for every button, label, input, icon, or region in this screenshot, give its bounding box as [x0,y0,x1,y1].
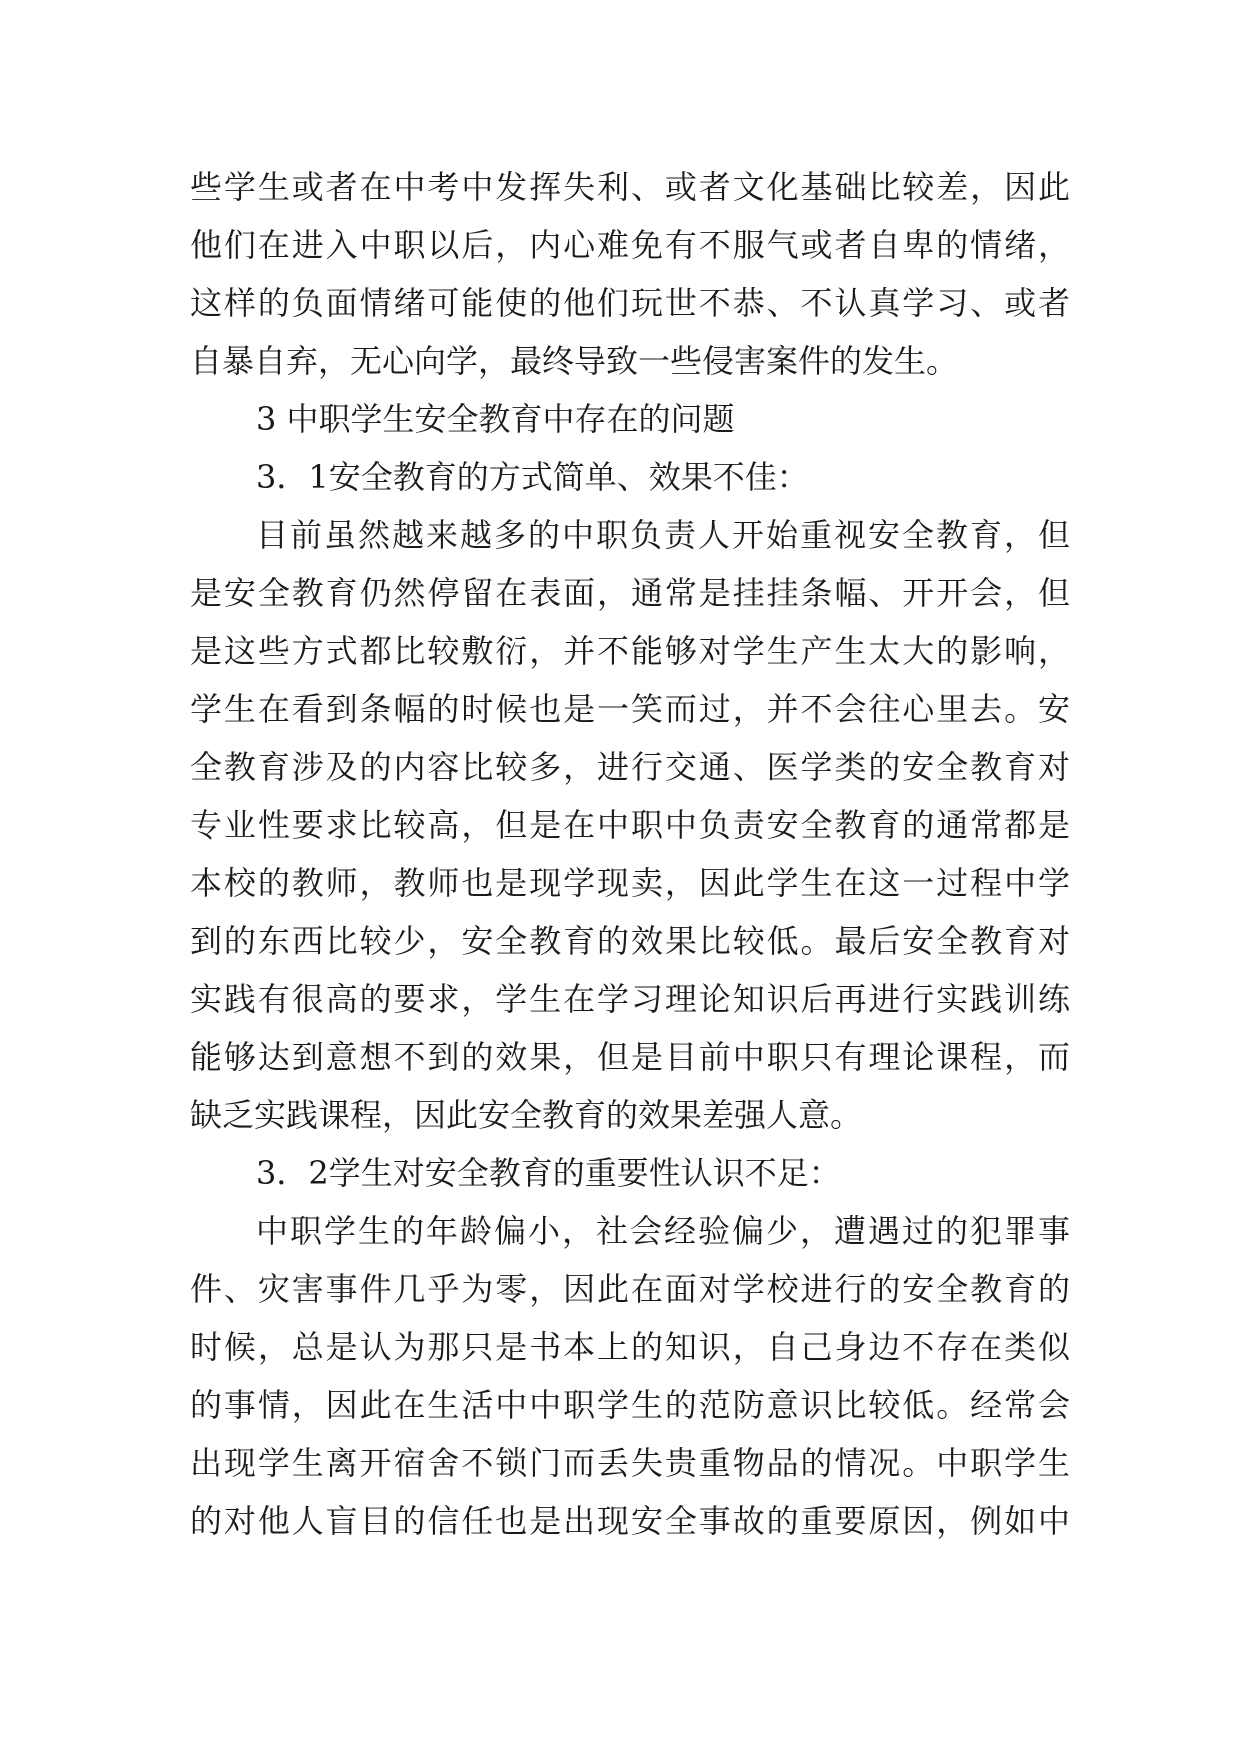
subsection-heading: 3．2学生对安全教育的重要性认识不足： [256,1154,841,1192]
document-body [190,158,1070,1550]
text-line: 他们在进入中职以后，内心难免有不服气或者自卑的情绪， [190,226,1070,264]
text-line: 的事情，因此在生活中中职学生的范防意识比较低。经常会 [190,1386,1070,1424]
text-line: 专业性要求比较高，但是在中职中负责安全教育的通常都是 [190,806,1070,844]
text-line: 全教育涉及的内容比较多，进行交通、医学类的安全教育对 [190,748,1070,786]
section-heading: 3 中职学生安全教育中存在的问题 [256,400,735,438]
text-line: 目前虽然越来越多的中职负责人开始重视安全教育，但 [256,516,1070,554]
text-line: 件、灾害事件几乎为零，因此在面对学校进行的安全教育的 [190,1270,1070,1308]
text-line: 的对他人盲目的信任也是出现安全事故的重要原因，例如中 [190,1502,1070,1540]
text-line: 能够达到意想不到的效果，但是目前中职只有理论课程，而 [190,1038,1070,1076]
text-line: 时候，总是认为那只是书本上的知识，自己身边不存在类似 [190,1328,1070,1366]
text-line: 这样的负面情绪可能使的他们玩世不恭、不认真学习、或者 [190,284,1070,322]
subsection-heading: 3．1安全教育的方式简单、效果不佳： [256,458,809,496]
text-line: 学生在看到条幅的时候也是一笑而过，并不会往心里去。安 [190,690,1070,728]
text-line: 些学生或者在中考中发挥失利、或者文化基础比较差，因此 [190,168,1070,206]
text-line: 中职学生的年龄偏小，社会经验偏少，遭遇过的犯罪事 [256,1212,1070,1250]
text-line: 缺乏实践课程，因此安全教育的效果差强人意。 [190,1096,863,1134]
text-line: 是安全教育仍然停留在表面，通常是挂挂条幅、开开会，但 [190,574,1070,612]
text-line: 到的东西比较少，安全教育的效果比较低。最后安全教育对 [190,922,1070,960]
text-line: 自暴自弃，无心向学，最终导致一些侵害案件的发生。 [190,342,959,380]
text-line: 出现学生离开宿舍不锁门而丢失贵重物品的情况。中职学生 [190,1444,1070,1482]
text-line: 本校的教师，教师也是现学现卖，因此学生在这一过程中学 [190,864,1070,902]
text-line: 是这些方式都比较敷衍，并不能够对学生产生太大的影响， [190,632,1070,670]
text-line: 实践有很高的要求，学生在学习理论知识后再进行实践训练 [190,980,1070,1018]
